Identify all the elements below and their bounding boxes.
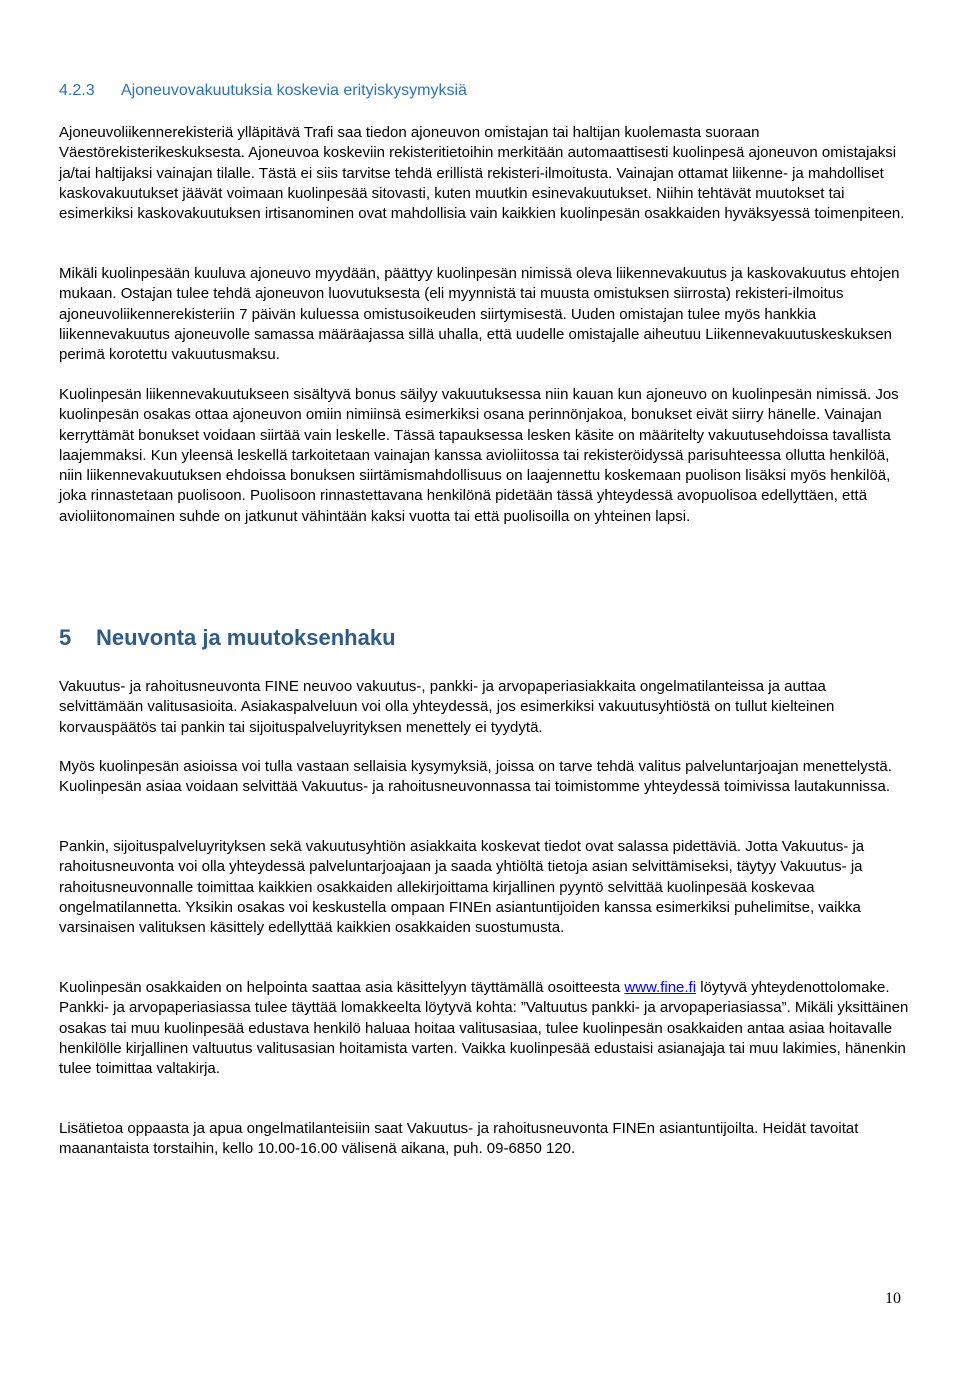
paragraph-text: Vakuutus- ja rahoitusneuvonta FINE neuvoo vakuutus-, pankki- ja arvopaperiasiakkaita ongelmatilanteissa ja auttaa selvittämään valitusasioita. Asiakaspalveluun voi olla yhteydessä, jos esimerkiksi vakuutusyhtiöstä on tullut kielteinen korvauspäätös tai pankin tai sijoituspalveluyrityksen menettely ei tyydytä. [59,678,835,736]
page-number: 10 [885,1290,901,1307]
section-heading-5 [59,625,396,651]
paragraph-vehicle-sale [59,264,909,365]
paragraph-text: Myös kuolinpesän asioissa voi tulla vastaan sellaisia kysymyksiä, joissa on tarve tehdä valitus palveluntarjoajan menettelystä. Kuolinpesän asiaa voidaan selvittää Vakuutus- ja rahoitusneuvonnassa tai toimistomme yhteydessä toimivissa lautakunnissa. [59,758,892,796]
section-number: 5 [59,625,72,650]
paragraph-trafi [59,123,909,224]
paragraph-text [59,978,909,1079]
text-after-link: löytyvä yhteydenottolomake. Pankki- ja arvopaperiasiassa tulee täyttää lomakkeelta löytyvä kohta: ”Valtuutus pankki- ja arvopaperiasiassa”. Mikäli yksittäinen osakas tai muu kuolinpesää edustava henkilö haluaa hoitaa valitusasiaa, tulee kuolinpesän osakkaiden antaa asiaa hoitavalle henkilölle kirjallinen valtuutus valitusasian hoitamista varten. Vaikka kuolinpesää edustaisi asianajaja tai muu lakimies, hänenkin tulee toimittaa valtakirja. [59,979,909,1078]
section-title: Ajoneuvovakuutuksia koskevia erityiskysymyksiä [121,82,467,99]
fine-website-link[interactable]: www.fine.fi [624,979,697,996]
paragraph-text: Ajoneuvoliikennerekisteriä ylläpitävä Trafi saa tiedon ajoneuvon omistajan tai haltijan kuolemasta suoraan Väestörekisterikeskuksesta. Ajoneuvoa koskeviin rekisteritietoihin merkitään automaattisesti kuolinpesä ajoneuvon omistajaksi ja/tai haltijaksi vainajan tilalle. Tästä ei siis tarvitse tehdä erillistä rekisteri-ilmoitusta. Vainajan ottamat liikenne- ja mahdolliset kaskovakuutukset jäävät voimaan kuolinpesää sitovasti, kuten muutkin esinevakuutukset. Niihin tehtävät muutokset tai esimerkiksi kaskovakuutuksen irtisanominen ovat mahdollisia vain kaikkien kuolinpesän osakkaiden hyväksyessä toimenpiteen. [59,124,905,223]
text-before-link: Kuolinpesän osakkaiden on helpointa saattaa asia käsittelyyn täyttämällä osoitteesta [59,979,625,996]
paragraph-estate-issues [59,757,909,798]
section-heading-4-2-3 [59,82,467,100]
paragraph-text: Lisätietoa oppaasta ja apua ongelmatilanteisiin saat Vakuutus- ja rahoitusneuvonta FINEn asiantuntijoilta. Heidät tavoitat maanantaista torstaihin, kello 10.00-16.00 välisenä aikana, puh. 09-6850 120. [59,1120,859,1158]
section-title: Neuvonta ja muutoksenhaku [96,625,396,650]
paragraph-more-info [59,1119,909,1160]
paragraph-text: Mikäli kuolinpesään kuuluva ajoneuvo myydään, päättyy kuolinpesän nimissä oleva liikennevakuutus ja kaskovakuutus ehtojen mukaan. Ostajan tulee tehdä ajoneuvon luovutuksesta (eli myynnistä tai muusta omistuksen siirrosta) rekisteri-ilmoitus ajoneuvoliikennerekisteriin 7 päivän kuluessa omistusoikeuden siirtymisestä. Uuden omistajan tulee myös hankkia liikennevakuutus ajoneuvolle samassa määräajassa sillä uhalla, että uudelle omistajalle aiheutuu Liikennevakuutuskeskuksen perimä korotettu vakuutusmaksu. [59,265,900,364]
paragraph-text: Kuolinpesän liikennevakuutukseen sisältyvä bonus säilyy vakuutuksessa niin kauan kun ajoneuvo on kuolinpesän nimissä. Jos kuolinpesän osakas ottaa ajoneuvon omiin nimiinsä esimerkiksi osana perinnönjakoa, bonukset eivät siirry hänelle. Vainajan kerryttämät bonukset voidaan siirtää vain leskelle. Tässä tapauksessa lesken käsite on määritelty vakuutusehdoissa tavallista laajemmaksi. Kun yleensä leskellä tarkoitetaan vainajan kanssa avioliitossa tai rekisteröidyssä parisuhteessa ollutta henkilöä, niin liikennevakuutuksen ehdoissa bonuksen siirtämismahdollisuus on laajennettu koskemaan puolison lisäksi myös henkilöä, joka rinnastetaan puolisoon. Puolisoon rinnastettavana henkilönä pidetään tässä yhteydessä avopuolisoa edellyttäen, että avioliitonomainen suhde on jatkunut vähintään kaksi vuotta tai että puolisoilla on yhteinen lapsi. [59,386,899,525]
section-number: 4.2.3 [59,82,95,99]
paragraph-bonus [59,385,909,527]
paragraph-text: Pankin, sijoituspalveluyrityksen sekä vakuutusyhtiön asiakkaita koskevat tiedot ovat salassa pidettäviä. Jotta Vakuutus- ja rahoitusneuvonta voi olla yhteydessä palveluntarjoajaan ja saada yhtiöltä tietoja asian selvittämiseksi, täytyy Vakuutus- ja rahoitusneuvonnalle toimittaa kaikkien osakkaiden allekirjoittama kirjallinen pyyntö selvittää kuolinpesää koskevaa ongelmatilannetta. Yksikin osakas voi keskustella ompaan FINEn asiantuntijoiden kanssa esimerkiksi puhelimitse, vaikka varsinaisen valituksen käsittely edellyttää kaikkien osakkaiden suostumusta. [59,838,865,937]
paragraph-fine-intro [59,677,909,738]
paragraph-confidentiality [59,837,909,938]
paragraph-contact-form [59,978,909,1079]
